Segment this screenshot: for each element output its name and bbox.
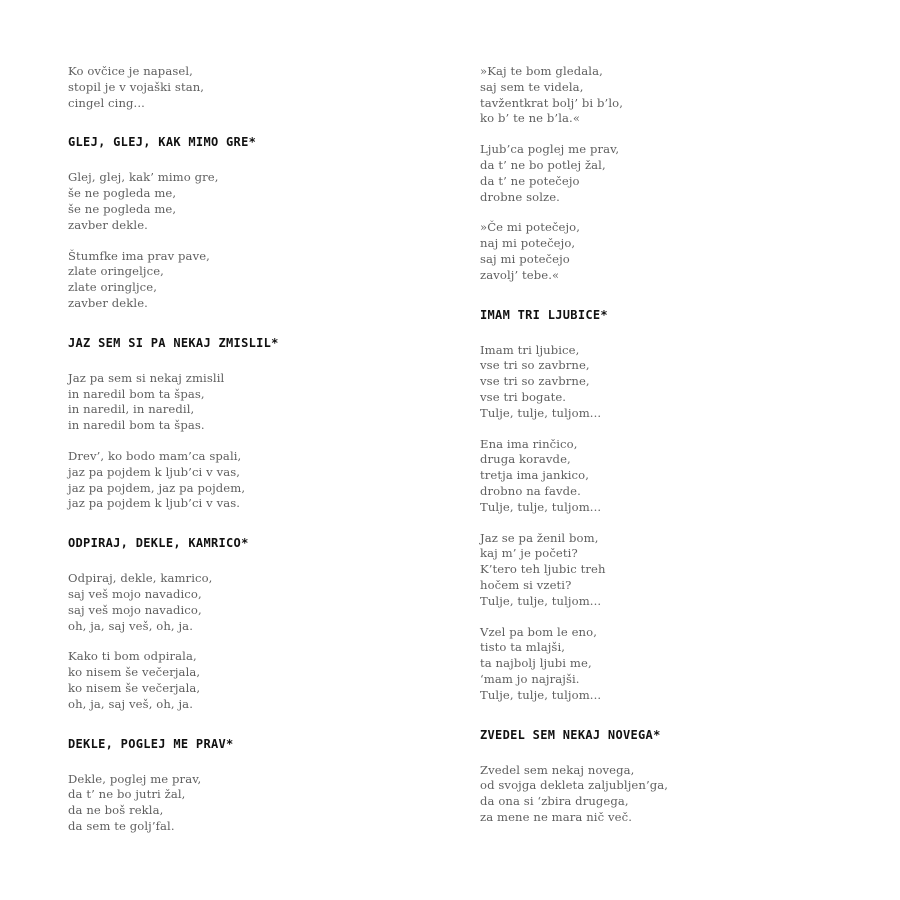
verse-line: in naredil, in naredil, xyxy=(68,402,195,417)
verse-line: saj veš mojo navadico, xyxy=(68,602,202,617)
verse-line: drobne solze. xyxy=(480,189,560,204)
song-title-odpiraj-dekle-kamrico: ODPIRAJ, DEKLE, KAMRICO* xyxy=(68,536,249,551)
verse-line: Zvedel sem nekaj novega, xyxy=(480,762,635,777)
verse-line: oh, ja, saj veš, oh, ja. xyxy=(68,696,193,711)
verse-line: jaz pa pojdem, jaz pa pojdem, xyxy=(68,480,246,495)
verse-line: zlate oringljce, xyxy=(68,280,157,295)
stanza xyxy=(68,649,408,712)
verse-line: da t’ ne bo jutri žal, xyxy=(68,787,186,802)
verse-line: Jaz se pa ženil bom, xyxy=(480,530,599,545)
verse-line: Tulje, tulje, tuljom... xyxy=(480,499,602,514)
verse-line: vse tri so zavbrne, xyxy=(480,358,590,373)
verse-line: zavber dekle. xyxy=(68,217,148,232)
verse-line: kaj m’ je početi? xyxy=(480,546,578,561)
verse-line: in naredil bom ta špas. xyxy=(68,418,205,433)
verse-line: Ena ima rinčico, xyxy=(480,436,578,451)
verse-line: tavžentkrat bolj’ bi b’lo, xyxy=(480,95,624,110)
stanza xyxy=(480,142,820,205)
verse-line: Štumfke ima prav pave, xyxy=(68,248,210,263)
verse-line: ta najbolj ljubi me, xyxy=(480,656,592,671)
verse-line: »Kaj te bom gledala, xyxy=(480,64,603,78)
verse-line: Tulje, tulje, tuljom... xyxy=(480,687,602,702)
verse-line: Jaz pa sem si nekaj zmislil xyxy=(68,370,225,385)
stanza xyxy=(68,170,408,233)
verse-line: še ne pogleda me, xyxy=(68,186,177,201)
verse-line: druga koravde, xyxy=(480,452,571,467)
song-title-imam-tri-ljubice: IMAM TRI LJUBICE* xyxy=(480,307,608,322)
verse-line: da t’ ne bo potlej žal, xyxy=(480,157,606,172)
stanza xyxy=(480,220,820,283)
verse-line: zlate oringeljce, xyxy=(68,264,164,279)
verse-line: zavber dekle. xyxy=(68,295,148,310)
stanza xyxy=(480,531,820,610)
verse-line: saj sem te videla, xyxy=(480,79,584,94)
stanza xyxy=(68,449,408,512)
stanza xyxy=(480,763,820,826)
verse-line: ‘mam jo najrajši. xyxy=(480,671,580,686)
song-title-jaz-sem-si-pa-nekaj-zmislil: JAZ SEM SI PA NEKAJ ZMISLIL* xyxy=(68,335,279,350)
verse-line: drobno na favde. xyxy=(480,483,581,498)
verse-line: vse tri so zavbrne, xyxy=(480,374,590,389)
verse-line: ko b’ te ne b’la.« xyxy=(480,111,581,126)
stanza xyxy=(480,64,820,127)
verse-line: tretja ima jankico, xyxy=(480,468,589,483)
verse-line: Kako ti bom odpirala, xyxy=(68,649,197,664)
left-column xyxy=(68,64,408,835)
verse-line: Ko ovčice je napasel, xyxy=(68,64,193,78)
verse-line: in naredil bom ta špas, xyxy=(68,386,205,401)
verse-line: hočem si vzeti? xyxy=(480,577,572,592)
verse-line: ko nisem še večerjala, xyxy=(68,680,201,695)
verse-line: jaz pa pojdem k ljub’ci v vas. xyxy=(68,496,241,511)
verse-line: oh, ja, saj veš, oh, ja. xyxy=(68,618,193,633)
verse-line: Glej, glej, kak’ mimo gre, xyxy=(68,170,219,185)
verse-line: tisto ta mlajši, xyxy=(480,640,566,655)
verse-line: da ne boš rekla, xyxy=(68,803,164,818)
verse-line: Imam tri ljubice, xyxy=(480,342,580,357)
verse-line: ko nisem še večerjala, xyxy=(68,665,201,680)
verse-line: »Če mi potečejo, xyxy=(480,220,581,235)
verse-line: da t’ ne potečejo xyxy=(480,173,580,188)
stanza xyxy=(68,371,408,434)
verse-line: Tulje, tulje, tuljom... xyxy=(480,405,602,420)
verse-line: še ne pogleda me, xyxy=(68,201,177,216)
verse-line: jaz pa pojdem k ljub’ci v vas, xyxy=(68,464,241,479)
stanza xyxy=(480,343,820,422)
verse-line: stopil je v vojaški stan, xyxy=(68,79,205,94)
verse-line: Ljub’ca poglej me prav, xyxy=(480,142,620,157)
verse-line: cingel cing... xyxy=(68,95,145,110)
verse-line: Drev’, ko bodo mam’ca spali, xyxy=(68,448,242,463)
verse-line: saj mi potečejo xyxy=(480,251,570,266)
verse-line: da ona si ‘zbira drugega, xyxy=(480,794,629,809)
verse-line: naj mi potečejo, xyxy=(480,236,576,251)
stanza xyxy=(68,772,408,835)
song-title-zvedel-sem-nekaj-novega: ZVEDEL SEM NEKAJ NOVEGA* xyxy=(480,727,661,742)
stanza xyxy=(480,437,820,516)
stanza xyxy=(68,64,408,111)
song-title-glej-glej-kak-mimo-gre: GLEJ, GLEJ, KAK MIMO GRE* xyxy=(68,135,257,150)
song-title-dekle-poglej-me-prav: DEKLE, POGLEJ ME PRAV* xyxy=(68,736,234,751)
verse-line: saj veš mojo navadico, xyxy=(68,586,202,601)
stanza xyxy=(68,571,408,634)
verse-line: da sem te golj’fal. xyxy=(68,818,175,833)
verse-line: Tulje, tulje, tuljom... xyxy=(480,593,602,608)
verse-line: za mene ne mara nič več. xyxy=(480,809,632,824)
verse-line: Odpiraj, dekle, kamrico, xyxy=(68,571,213,586)
stanza xyxy=(68,249,408,312)
right-column xyxy=(480,64,820,826)
verse-line: Vzel pa bom le eno, xyxy=(480,624,597,639)
verse-line: K’tero teh ljubic treh xyxy=(480,562,606,577)
verse-line: Dekle, poglej me prav, xyxy=(68,771,202,786)
stanza xyxy=(480,625,820,704)
verse-line: od svojga dekleta zaljubljen’ga, xyxy=(480,778,669,793)
verse-line: vse tri bogate. xyxy=(480,389,567,404)
verse-line: zavolj’ tebe.« xyxy=(480,267,560,282)
